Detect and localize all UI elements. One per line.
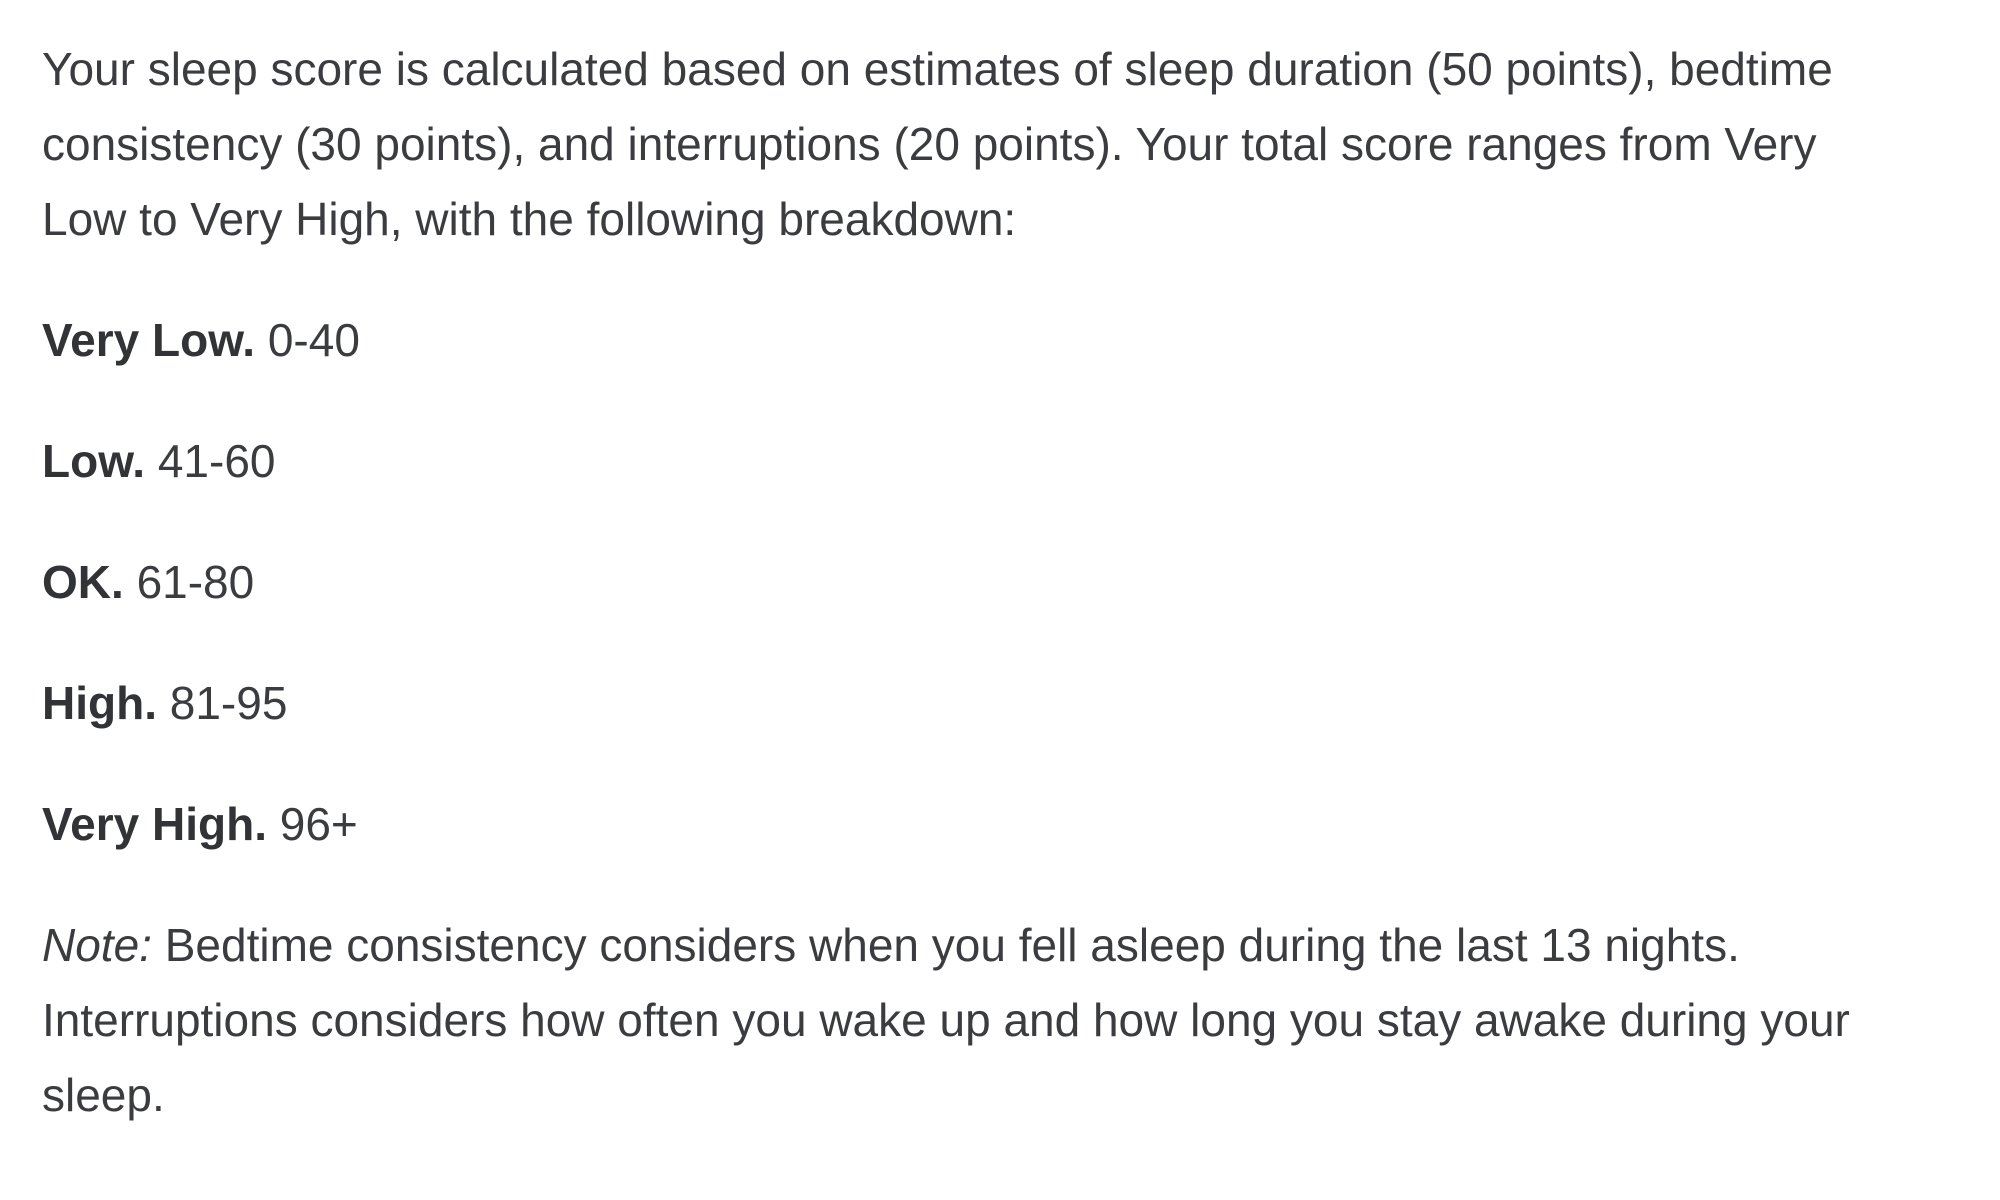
sleep-score-article <box>42 0 1892 1133</box>
range-label-ok: OK. <box>42 556 124 608</box>
intro-paragraph: Your sleep score is calculated based on estimates of sleep duration (50 points), bedtime consistency (30 points), and interruptions (20 points). Your total score ranges from Very Low to Very High, with the following breakdown: <box>42 43 1833 245</box>
list-item-ok <box>42 545 1892 620</box>
range-value-high: 81-95 <box>169 677 288 729</box>
range-value-very-low: 0-40 <box>267 314 360 366</box>
note-text: Bedtime consistency considers when you fell asleep during the last 13 nights. Interruptions considers how often you wake up and how long you stay awake during your sleep. <box>42 919 1850 1121</box>
range-label-very-high: Very High. <box>42 798 267 850</box>
range-value-low: 41-60 <box>157 435 276 487</box>
list-item-very-high <box>42 787 1892 862</box>
note-paragraph <box>42 908 1892 1133</box>
list-item-low <box>42 424 1892 499</box>
range-label-low: Low. <box>42 435 146 487</box>
list-item-very-low <box>42 303 1892 378</box>
list-item-high <box>42 666 1892 741</box>
range-value-very-high: 96+ <box>279 798 358 850</box>
range-label-high: High. <box>42 677 157 729</box>
note-label: Note: <box>42 919 152 971</box>
range-value-ok: 61-80 <box>136 556 255 608</box>
range-label-very-low: Very Low. <box>42 314 256 366</box>
